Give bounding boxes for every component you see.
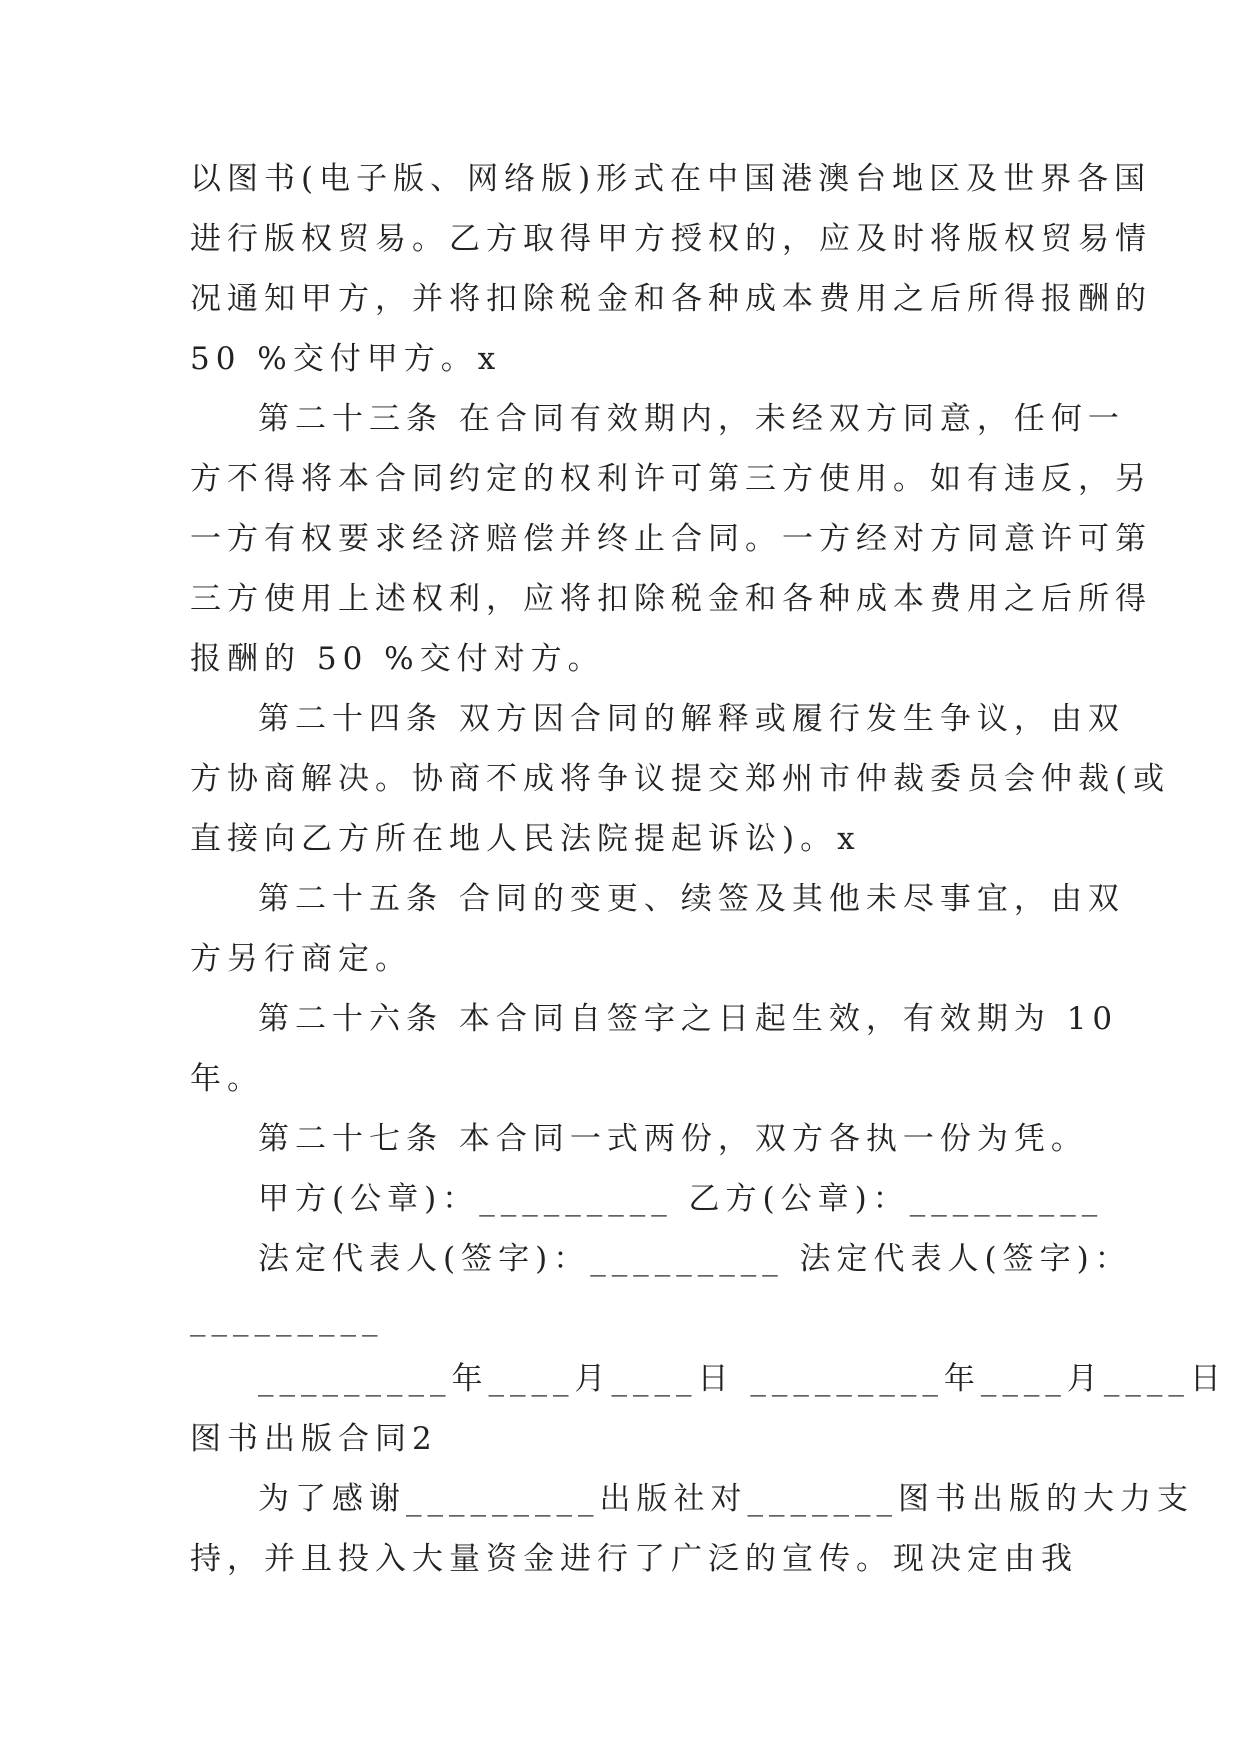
signature-line: 法定代表人(签字)：_________ 法定代表人(签字)： xyxy=(258,1241,1132,1277)
paragraph-line: 以图书(电子版、网络版)形式在中国港澳台地区及世界各国 xyxy=(190,161,1152,197)
paragraph-line: 持，并且投入大量资金进行了广泛的宣传。现决定由我 xyxy=(190,1541,1078,1577)
article-25-heading-line: 第二十五条 合同的变更、续签及其他未尽事宜，由双 xyxy=(258,881,1125,917)
paragraph-line: 报酬的 50 %交付对方。 xyxy=(190,641,605,677)
article-27-line: 第二十七条 本合同一式两份，双方各执一份为凭。 xyxy=(258,1121,1088,1157)
paragraph-line: 进行版权贸易。乙方取得甲方授权的，应及时将版权贸易情 xyxy=(190,221,1152,257)
paragraph-line: 况通知甲方，并将扣除税金和各种成本费用之后所得报酬的 xyxy=(190,281,1152,317)
paragraph-line: 年。 xyxy=(190,1061,264,1097)
article-24-heading-line: 第二十四条 双方因合同的解释或履行发生争议，由双 xyxy=(258,701,1125,737)
paragraph-line: 50 %交付甲方。x xyxy=(190,341,502,377)
paragraph-line: 方协商解决。协商不成将争议提交郑州市仲裁委员会仲裁(或 xyxy=(190,761,1171,797)
paragraph-line: 直接向乙方所在地人民法院提起诉讼)。x xyxy=(190,821,861,857)
paragraph-line: 为了感谢_________出版社对_______图书出版的大力支 xyxy=(258,1481,1194,1517)
paragraph-line: 三方使用上述权利，应将扣除税金和各种成本费用之后所得 xyxy=(190,581,1152,617)
paragraph-line: 一方有权要求经济赔偿并终止合同。一方经对方同意许可第 xyxy=(190,521,1152,557)
date-line: _________年____月____日 _________年____月____日 xyxy=(258,1361,1227,1397)
seal-line: 甲方(公章)：_________ 乙方(公章)：_________ xyxy=(258,1181,1104,1217)
paragraph-line: 方另行商定。 xyxy=(190,941,412,977)
signature-blank-line: _________ xyxy=(190,1301,384,1337)
section-title: 图书出版合同2 xyxy=(190,1421,438,1457)
article-23-heading-line: 第二十三条 在合同有效期内，未经双方同意，任何一 xyxy=(258,401,1125,437)
article-26-heading-line: 第二十六条 本合同自签字之日起生效，有效期为 10 xyxy=(258,1001,1119,1037)
paragraph-line: 方不得将本合同约定的权利许可第三方使用。如有违反，另 xyxy=(190,461,1152,497)
